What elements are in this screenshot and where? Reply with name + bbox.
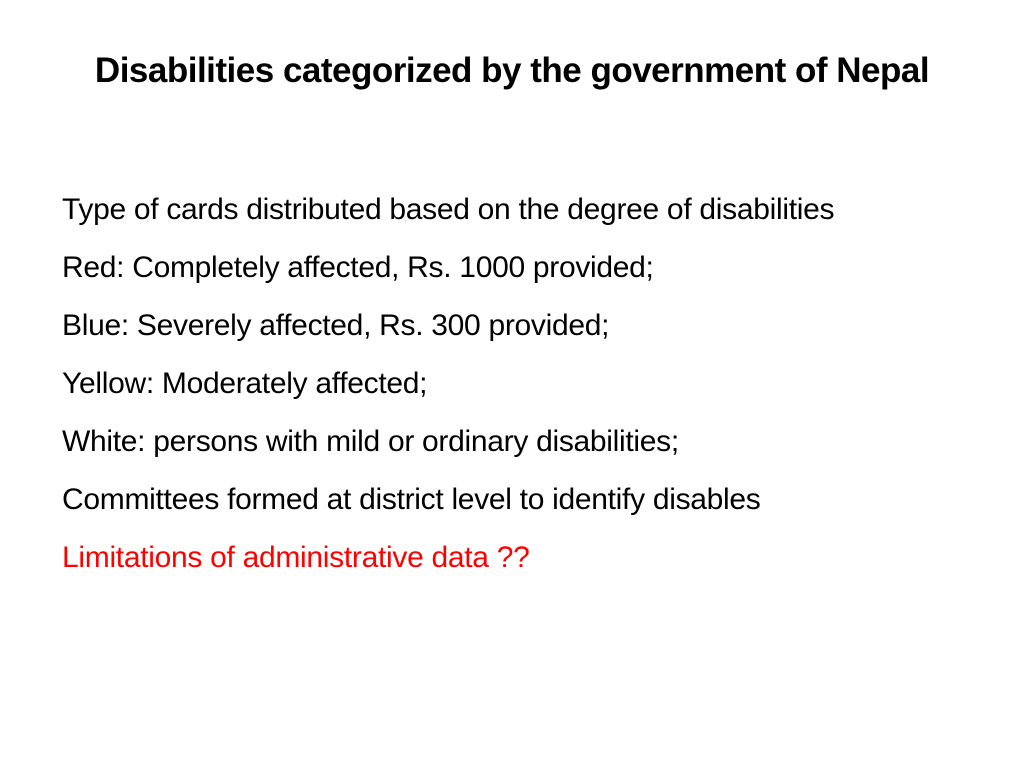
body-line-yellow-card: Yellow: Moderately affected;	[62, 367, 428, 400]
body-line-committees: Committees formed at district level to identify disables	[62, 483, 761, 516]
slide-body	[62, 187, 962, 593]
slide-title: Disabilities categorized by the government of Nepal	[94, 51, 930, 90]
body-line-blue-card: Blue: Severely affected, Rs. 300 provided;	[62, 309, 610, 342]
body-line-white-card: White: persons with mild or ordinary disabilities;	[62, 425, 679, 458]
body-line-card-types: Type of cards distributed based on the degree of disabilities	[62, 193, 835, 226]
body-line-red-card: Red: Completely affected, Rs. 1000 provided;	[62, 251, 654, 284]
body-line-limitations: Limitations of administrative data ??	[62, 541, 530, 574]
